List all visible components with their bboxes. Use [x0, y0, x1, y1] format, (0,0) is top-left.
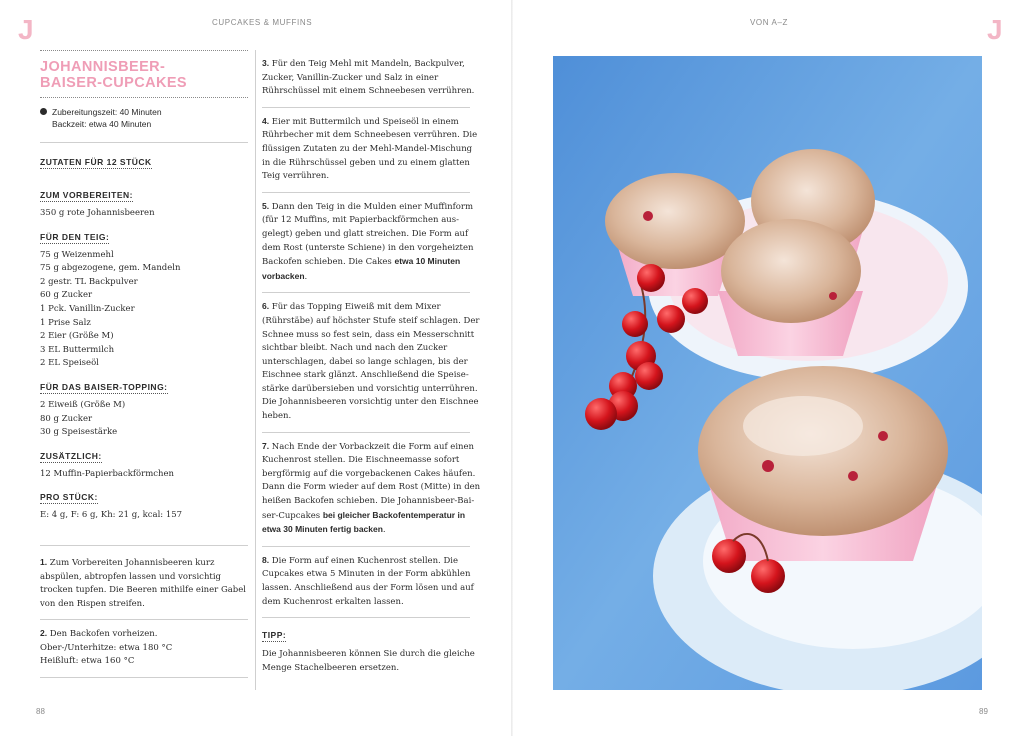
step-text: Schnee muss so fest sein, dass ein Messerschnitt: [262, 329, 475, 340]
step-rule: [40, 677, 248, 678]
step-rule: [262, 617, 470, 618]
step-4: [262, 108, 478, 192]
step-text: Rührbecher mit dem Schneebesen verrühren. Die: [262, 130, 478, 141]
step-3: [262, 55, 475, 107]
ingredient-group: [40, 221, 248, 371]
step-text: Ober-/Unterhitze: etwa 180 °C: [40, 642, 173, 653]
step-text: von den Rispen streifen.: [40, 598, 145, 609]
step-text: flüssigen Zutaten zu der Mehl-Mandel-Mischung: [262, 143, 473, 154]
step-text: Dann den Teig in die Mulden einer Muffinform: [269, 201, 474, 212]
ingredient-group: [40, 481, 248, 523]
tip-heading: TIPP:: [262, 630, 287, 641]
step-text: Rührschüssel mit einem Schneebesen verrühren.: [262, 86, 475, 97]
step-text: sichtbar bleibt. Nach und nach den Zucker: [262, 343, 448, 354]
step-number: 5.: [262, 200, 270, 211]
step-text: stärke darübersieben und vorsichtig unterrühren.: [262, 383, 478, 394]
ingredient-list: [40, 207, 248, 221]
step-text: Eier mit Buttermilch und Speiseöl in einem: [269, 116, 459, 127]
step-text: Zum Vorbereiten Johannisbeeren kurz: [47, 557, 215, 568]
clock-icon: [40, 108, 47, 115]
step-text: ser-Cupcakes: [262, 510, 323, 521]
title-line-2: BAISER-CUPCAKES: [40, 75, 187, 91]
ingredient-item: 1 Prise Salz: [40, 317, 91, 328]
ingredient-item: 80 g Zucker: [40, 413, 93, 424]
group-heading: PRO STÜCK:: [40, 492, 98, 503]
step-text: Dann die Form wieder auf dem Rost (Mitte) in den: [262, 482, 481, 493]
step-text: .: [304, 271, 308, 282]
ingredient-item: 75 g Weizenmehl: [40, 249, 114, 260]
step-emphasis: vorbacken: [262, 270, 305, 281]
step-text: (für 12 Muffins, mit Papierbackförmchen aus-: [262, 215, 459, 226]
ingredient-list: [40, 468, 248, 482]
ingredient-list: [40, 399, 248, 440]
step-text: Nach Ende der Vorbackzeit die Form auf einen: [269, 441, 475, 452]
ingredient-list: [40, 509, 248, 523]
recipe-title: [40, 59, 248, 91]
step-8: [262, 547, 474, 617]
step-number: 2.: [40, 628, 48, 639]
times-rule: [40, 142, 248, 143]
step-number: 1.: [40, 556, 48, 567]
step-6: [262, 293, 480, 431]
method-column: [262, 55, 481, 683]
ingredient-item: 3 EL Buttermilch: [40, 344, 115, 355]
ingredient-group: [40, 371, 248, 440]
step-text: Heißluft: etwa 160 °C: [40, 656, 135, 667]
step-number: 6.: [262, 301, 270, 312]
ingredient-group: [40, 440, 248, 482]
ingredient-item: 60 g Zucker: [40, 290, 93, 301]
step-7: [262, 433, 481, 546]
ingredient-item: 2 Eiweiß (Größe M): [40, 399, 126, 410]
step-text: dem Kuchenrost erkalten lassen.: [262, 596, 404, 607]
group-heading: ZUSÄTZLICH:: [40, 450, 102, 461]
ingredient-item: 2 EL Speiseöl: [40, 358, 99, 369]
nutrition-info: E: 4 g, F: 6 g, Kh: 21 g, kcal: 157: [40, 510, 183, 521]
ingredient-item: 12 Muffin-Papierbackförmchen: [40, 468, 175, 479]
tip-line: Menge Stachelbeeren ersetzen.: [262, 662, 400, 673]
column-divider: [255, 50, 256, 690]
step-text: bergförmig auf die vorgebackenen Cakes häufen.: [262, 468, 476, 479]
step-text: lassen. Anschließend aus der Form lösen und auf: [262, 583, 474, 593]
left-running-head: CUPCAKES & MUFFINS: [212, 18, 313, 27]
step-text: Für das Topping Eiweiß mit dem Mixer: [269, 302, 441, 313]
time-info: [40, 106, 248, 130]
bake-time: Backzeit: etwa 40 Minuten: [52, 119, 152, 129]
step-text: Die Form auf einen Kuchenrost stellen. Die: [269, 555, 459, 566]
ingredient-group: [40, 179, 248, 221]
step-text: abspülen, abtropfen lassen und vorsichtig: [40, 571, 221, 582]
ingredient-item: 1 Pck. Vanillin-Zucker: [40, 303, 135, 314]
tip-line: Die Johannisbeeren können Sie durch die gleiche: [262, 649, 475, 660]
ingredient-item: 2 gestr. TL Backpulver: [40, 276, 138, 287]
group-heading: ZUM VORBEREITEN:: [40, 190, 133, 200]
ingredient-list: [40, 249, 248, 371]
step-text: Für den Teig Mehl mit Mandeln, Backpulver,: [269, 59, 465, 69]
right-running-head: VON A–Z: [750, 18, 788, 27]
step-text: trocken tupfen. Die Beeren mithilfe einer Gabel: [40, 585, 246, 596]
title-rule-bottom: [40, 97, 248, 98]
step-number: 4.: [262, 115, 270, 126]
step-text: Zucker, Vanillin-Zucker und Salz in einer: [262, 72, 439, 83]
ingredients-column: [40, 50, 248, 678]
tip-text: [262, 642, 475, 683]
group-heading: FÜR DEN TEIG:: [40, 231, 110, 242]
title-line-1: JOHANNISBEER-: [40, 59, 166, 75]
step-emphasis: bei gleicher Backofentemperatur in: [322, 509, 466, 520]
ingredients-heading: ZUTATEN FÜR 12 STÜCK: [40, 157, 152, 167]
step-text: gelegt) geben und glatt streichen. Die Form auf: [262, 228, 469, 239]
step-number: 8.: [262, 554, 270, 565]
step-text: Eischnee stark glänzt. Anschließend die Speise-: [262, 370, 469, 381]
step-text: (Rührstäbe) auf höchster Stufe steif schlagen. Der: [262, 315, 480, 326]
step-2: [40, 620, 248, 677]
step-text: Backofen schieben. Die Cakes: [262, 257, 395, 268]
ingredient-item: 350 g rote Johannisbeeren: [40, 208, 155, 218]
step-number: 7.: [262, 440, 270, 451]
right-folio: 89: [979, 707, 988, 716]
ingredient-item: 2 Eier (Größe M): [40, 331, 114, 342]
step-text: Den Backofen vorheizen.: [47, 629, 158, 640]
step-emphasis: etwa 10 Minuten: [394, 256, 461, 267]
title-rule-top: [40, 50, 248, 51]
step-emphasis: etwa 30 Minuten fertig backen: [262, 524, 383, 535]
step-text: unterschlagen, dabei so lange schlagen, bis der: [262, 356, 468, 367]
prep-time: Zubereitungszeit: 40 Minuten: [52, 107, 162, 117]
right-tab-letter: J: [987, 14, 1003, 45]
step-text: in die Rührschüssel geben und zu einem glatten: [262, 157, 470, 168]
left-tab-letter: J: [18, 14, 34, 45]
step-text: heißen Backofen schieben. Die Johannisbeer-Bai-: [262, 496, 475, 507]
step-text: Teig verrühren.: [262, 171, 330, 182]
group-heading: FÜR DAS BAISER-TOPPING:: [40, 381, 168, 392]
step-5: [262, 193, 474, 293]
step-text: heben.: [262, 411, 292, 422]
ingredient-item: 75 g abgezogene, gem. Mandeln: [40, 263, 181, 274]
step-text: .: [382, 525, 386, 536]
step-text: Die Johannisbeeren vorsichtig unter den Eischnee: [262, 397, 479, 408]
ingredient-item: 30 g Speisestärke: [40, 427, 118, 438]
left-folio: 88: [36, 707, 45, 716]
step-text: dem Rost (unterste Schiene) in den vorgeheizten: [262, 242, 474, 253]
step-text: Kuchenrost stellen. Die Eischneemasse sofort: [262, 455, 460, 466]
cupcakes-photo: [553, 56, 982, 690]
step-1: [40, 546, 248, 619]
step-text: Cupcakes etwa 5 Minuten in der Form abkühlen: [262, 569, 471, 580]
step-number: 3.: [262, 58, 270, 68]
